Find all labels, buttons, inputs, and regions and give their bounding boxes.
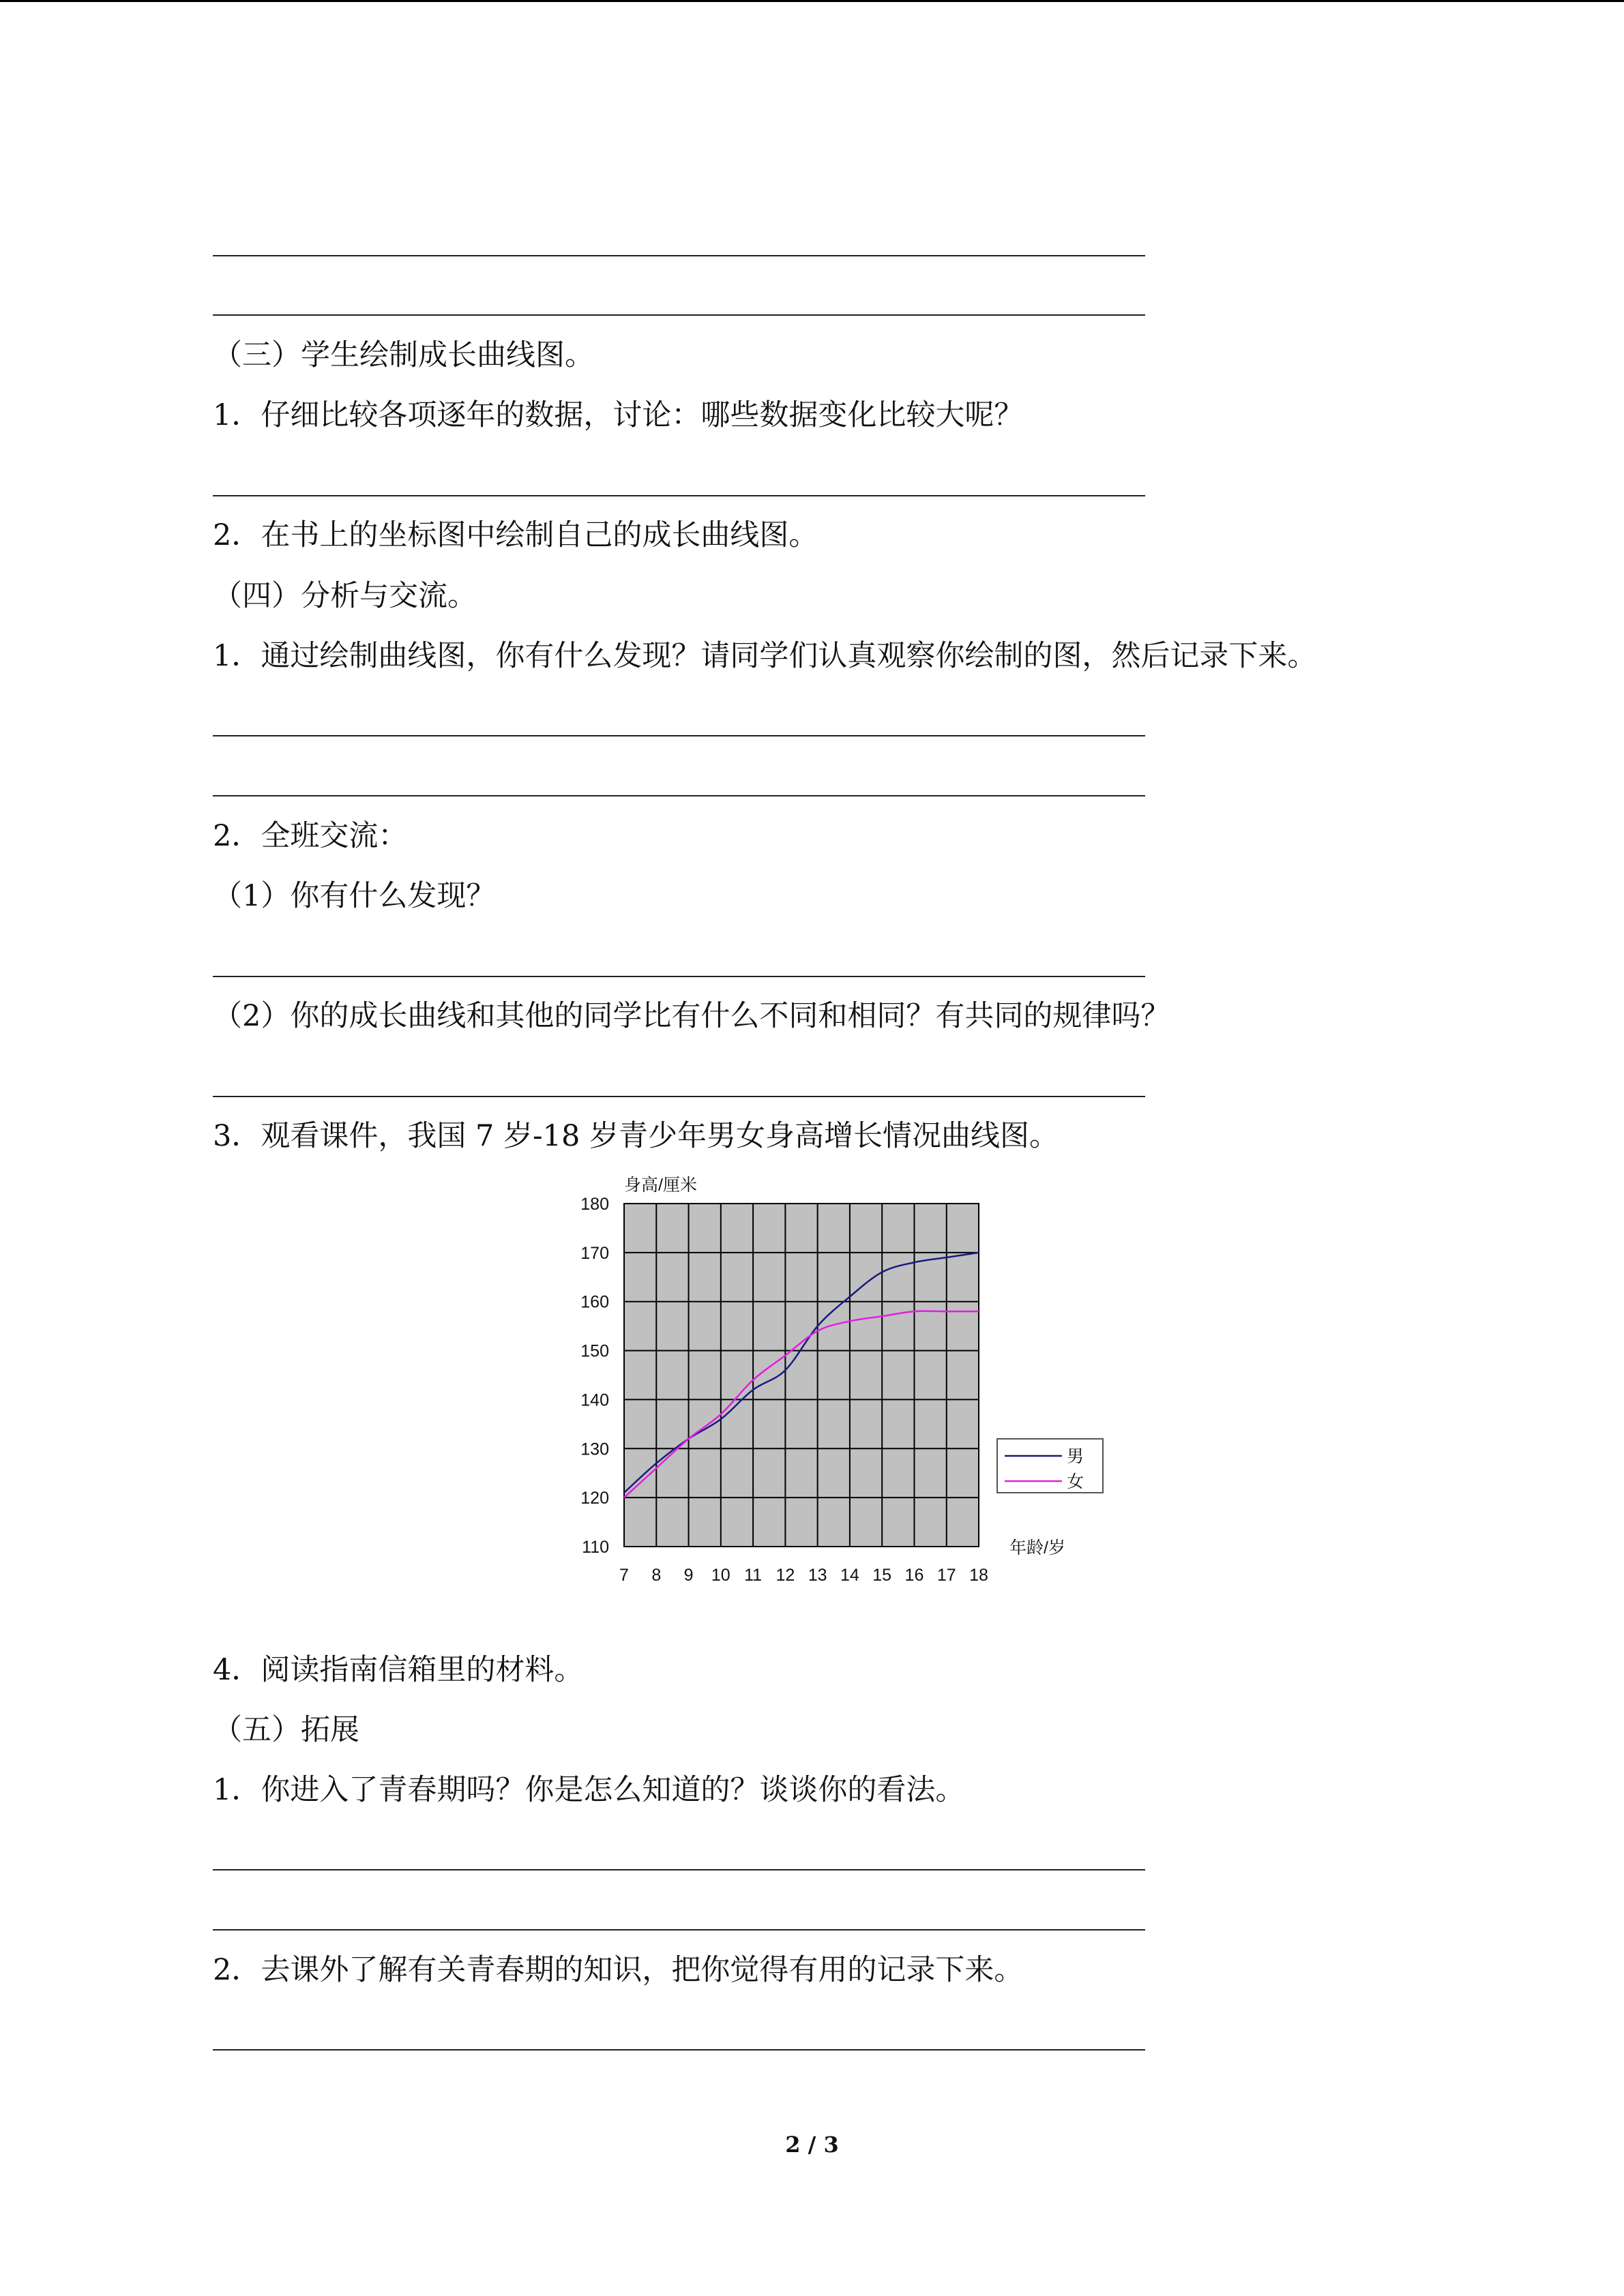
height-growth-chart: [566, 1163, 1112, 1599]
y-tick-label: 140: [580, 1390, 609, 1410]
question-4-3: 3．观看课件，我国 7 岁-18 岁青少年男女身高增长情况曲线图。: [213, 1119, 1059, 1153]
plot-area: [624, 1204, 979, 1547]
answer-line[interactable]: [213, 255, 1145, 256]
answer-line[interactable]: [213, 1929, 1145, 1930]
answer-line[interactable]: [213, 2049, 1145, 2051]
x-tick-label: 12: [776, 1566, 795, 1585]
page-top-border: [0, 0, 1624, 2]
question-3-2: 2．在书上的坐标图中绘制自己的成长曲线图。: [213, 518, 818, 552]
x-tick-label: 16: [904, 1566, 924, 1585]
y-tick-label: 110: [582, 1538, 609, 1557]
question-3-1: 1．仔细比较各项逐年的数据，讨论：哪些数据变化比较大呢？: [213, 398, 1024, 432]
answer-line[interactable]: [213, 795, 1145, 796]
x-tick-label: 15: [872, 1566, 892, 1585]
x-tick-label: 7: [619, 1566, 629, 1585]
legend-label: 男: [1067, 1447, 1084, 1466]
y-tick-label: 120: [580, 1489, 609, 1508]
y-tick-label: 160: [580, 1292, 609, 1312]
question-4-2: 2．全班交流：: [213, 819, 408, 853]
x-tick-label: 9: [683, 1566, 694, 1585]
answer-line[interactable]: [213, 1096, 1145, 1097]
y-tick-label: 180: [580, 1195, 609, 1214]
question-4-4: 4．阅读指南信箱里的材料。: [213, 1653, 584, 1687]
section-4-heading: （四）分析与交流。: [213, 579, 477, 613]
section-3-heading: （三）学生绘制成长曲线图。: [213, 338, 594, 372]
question-4-1: 1．通过绘制曲线图，你有什么发现？请同学们认真观察你绘制的图，然后记录下来。: [213, 639, 1317, 673]
x-tick-label: 14: [840, 1566, 859, 1585]
answer-line[interactable]: [213, 976, 1145, 977]
x-tick-label: 17: [936, 1566, 956, 1585]
y-tick-label: 170: [580, 1243, 609, 1263]
x-tick-label: 10: [711, 1566, 730, 1585]
question-4-2-1: （1）你有什么发现？: [213, 879, 496, 913]
x-tick-label: 18: [969, 1566, 988, 1585]
legend-label: 女: [1067, 1472, 1084, 1491]
answer-line[interactable]: [213, 495, 1145, 496]
x-tick-label: 11: [744, 1566, 763, 1585]
section-5-heading: （五）拓展: [213, 1713, 359, 1747]
question-5-1: 1．你进入了青春期吗？你是怎么知道的？谈谈你的看法。: [213, 1773, 965, 1807]
x-axis-label: 年龄/岁: [1009, 1538, 1065, 1557]
question-4-2-2: （2）你的成长曲线和其他的同学比有什么不同和相同？有共同的规律吗？: [213, 999, 1170, 1033]
y-tick-label: 130: [580, 1440, 609, 1459]
legend-box: [997, 1439, 1103, 1493]
question-5-2: 2．去课外了解有关青春期的知识，把你觉得有用的记录下来。: [213, 1953, 1024, 1987]
answer-line[interactable]: [213, 1869, 1145, 1870]
page-number: 2 / 3: [785, 2132, 839, 2158]
answer-line[interactable]: [213, 314, 1145, 316]
x-tick-label: 13: [808, 1566, 827, 1585]
answer-line[interactable]: [213, 735, 1145, 736]
x-tick-label: 8: [651, 1566, 662, 1585]
y-tick-label: 150: [580, 1341, 609, 1361]
y-axis-label: 身高/厘米: [624, 1176, 697, 1195]
